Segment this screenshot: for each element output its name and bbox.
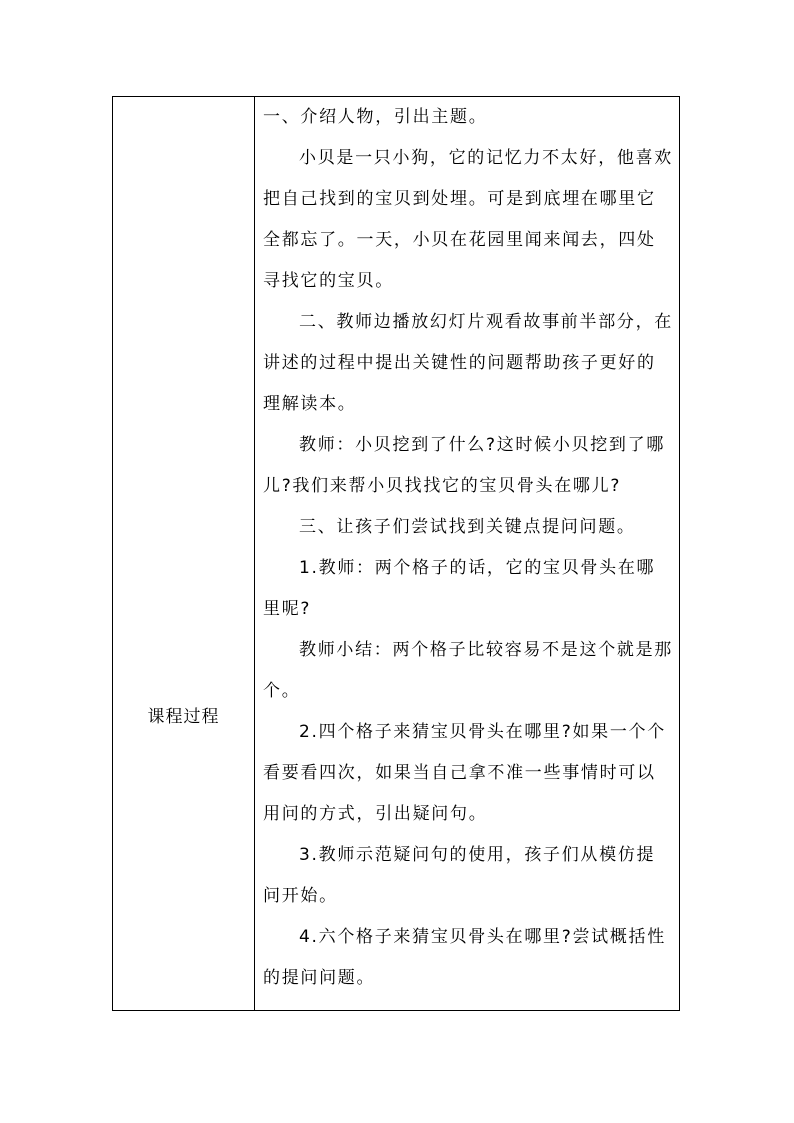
paragraph-item-4: 4.六个格子来猜宝贝骨头在哪里?尝试概括性的提问问题。 — [263, 927, 666, 988]
paragraph-slides: 二、教师边播放幻灯片观看故事前半部分，在讲述的过程中提出关键性的问题帮助孩子更好的理解读本。 — [263, 312, 673, 414]
label-cell — [113, 97, 255, 1010]
paragraph-story-intro: 小贝是一只小狗，它的记忆力不太好，他喜欢把自己找到的宝贝到处埋。可是到底埋在哪里它全都忘了。一天，小贝在花园里闻来闻去，四处寻找它的宝贝。 — [263, 148, 673, 291]
paragraph-item-1: 1.教师：两个格子的话，它的宝贝骨头在哪里呢? — [263, 558, 656, 619]
paragraph-teacher-question: 教师：小贝挖到了什么?这时候小贝挖到了哪儿?我们来帮小贝找找它的宝贝骨头在哪儿? — [263, 435, 666, 496]
paragraph-item-3: 3.教师示范疑问句的使用，孩子们从模仿提问开始。 — [263, 845, 656, 906]
paragraph-step-three: 三、让孩子们尝试找到关键点提问问题。 — [299, 517, 636, 537]
lesson-table — [112, 96, 680, 1011]
paragraph-intro-heading: 一、介绍人物，引出主题。 — [263, 107, 488, 127]
paragraph-summary: 教师小结：两个格子比较容易不是这个就是那个。 — [263, 640, 673, 701]
content-cell — [255, 97, 679, 1010]
section-label: 课程过程 — [147, 707, 220, 727]
paragraph-item-2: 2.四个格子来猜宝贝骨头在哪里?如果一个个看要看四次，如果当自己拿不准一些事情时可以用问的方式，引出疑问句。 — [263, 722, 666, 824]
